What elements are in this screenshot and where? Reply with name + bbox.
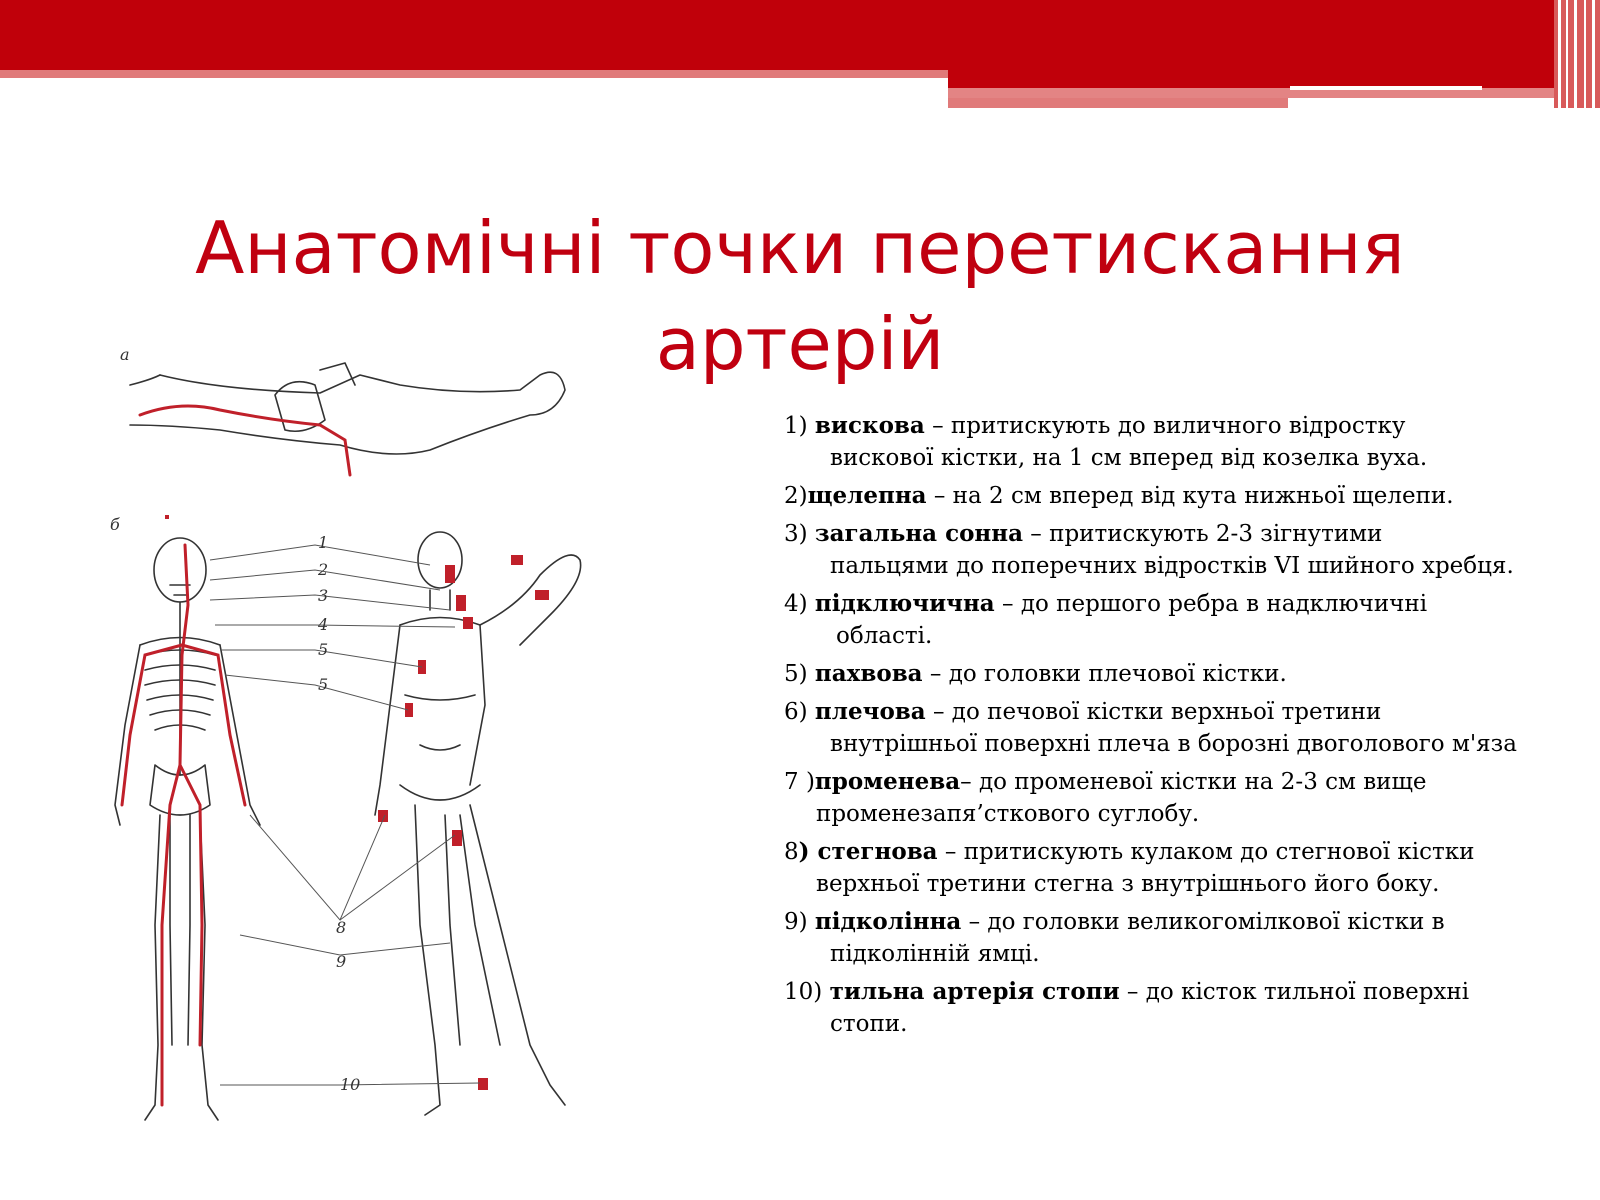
figure-number-4: 4 xyxy=(318,615,329,634)
list-item: 6) плечова – до печової кістки верхньої третини внутрішньої поверхні плеча в борозні двоголового м'яза xyxy=(784,698,1517,757)
list-item: 1) вискова – притискують до виличного відростку вискової кістки, на 1 см вперед від козелка вуха. xyxy=(784,412,1428,471)
figure-number-2: 2 xyxy=(318,560,329,579)
item-term: променева xyxy=(814,768,961,795)
figure-number-3: 3 xyxy=(318,586,329,605)
header-underline xyxy=(0,70,948,78)
anatomy-figure xyxy=(100,345,620,1145)
header-vertical-stripes xyxy=(1554,0,1600,108)
item-term: підключична xyxy=(814,590,995,617)
item-term: пахвова xyxy=(814,660,923,687)
item-term: тильна артерія стопи xyxy=(829,978,1120,1005)
header-band-lower xyxy=(948,98,1288,108)
item-term: щелепна xyxy=(807,482,927,509)
header-bar xyxy=(0,0,1600,70)
artery-points-list xyxy=(784,410,1584,1046)
item-term: загальна сонна xyxy=(814,520,1023,547)
item-term: ) стегнова xyxy=(798,838,938,865)
item-term: плечова xyxy=(814,698,926,725)
list-item: 5) пахвова – до головки плечової кістки. xyxy=(784,660,1287,687)
figure-number-5: 5 xyxy=(318,640,329,659)
figure-number-8: 8 xyxy=(336,918,347,937)
figure-label-b: б xyxy=(110,515,120,534)
list-item: 3) загальна сонна – притискують 2-3 зігнутими пальцями до поперечних відростків VI шийного хребця. xyxy=(784,520,1514,579)
figure-number-1: 1 xyxy=(318,533,329,552)
list-item: 8) стегнова – притискують кулаком до стегнової кістки верхньої третини стегна з внутрішнього його боку. xyxy=(784,838,1475,897)
figure-number-5b: 5 xyxy=(318,675,329,694)
figure-label-a: а xyxy=(120,345,130,364)
item-term: вискова xyxy=(814,412,925,439)
figure-number-10: 10 xyxy=(340,1075,361,1094)
item-term: підколінна xyxy=(814,908,962,935)
list-item: 10) тильна артерія стопи – до кісток тильної поверхні стопи. xyxy=(784,978,1470,1037)
list-item: 4) підключична – до першого ребра в надключичні області. xyxy=(784,590,1428,649)
title-line-1: Анатомічні точки перетискання xyxy=(195,206,1405,290)
list-item: 9) підколінна – до головки великогомілкової кістки в підколінній ямці. xyxy=(784,908,1445,967)
figure-number-9: 9 xyxy=(336,952,347,971)
header-white-line xyxy=(1290,86,1482,90)
list-item: 2)щелепна – на 2 см вперед від кута нижньої щелепи. xyxy=(784,482,1454,509)
title-line-2: артерій xyxy=(655,302,945,386)
list-item: 7 )променева– до променевої кістки на 2-3 см вище променезапя’сткового суглобу. xyxy=(784,768,1427,827)
